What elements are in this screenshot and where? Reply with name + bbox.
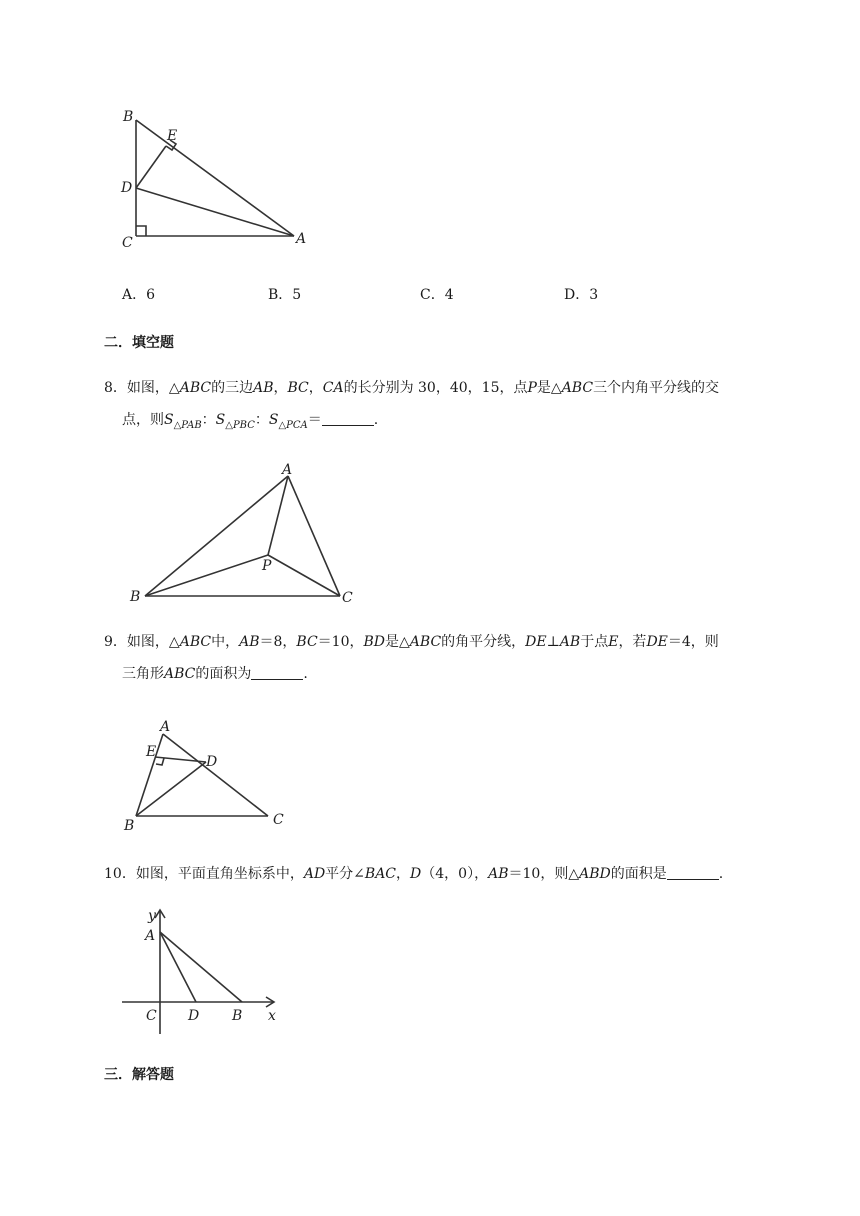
label-d: D [206,754,218,770]
option-d: D．3 [564,287,599,303]
side-ab [145,476,288,596]
section-solve-heading: 三．解答题 [104,1067,174,1083]
question-8: 8．如图，△ABC的三边AB，BC，CA的长分别为 30，40，15，点P是△ABC三个内角平分线的交 点，则$S_{\triangle PAB}$：$S_{\triangle PBC}$：$S_{\triangle PCA}=$ . [104,380,720,431]
segment-ab [160,932,242,1002]
label-b: B [232,1008,243,1024]
answer-blank-q10[interactable] [667,865,719,880]
option-c: C．4 [420,287,454,303]
side-ac [288,476,340,596]
segment-da [136,188,294,236]
label-a: A [145,928,156,944]
label-p: P [262,558,272,574]
label-a: A [296,231,307,247]
label-c: C [146,1008,157,1024]
label-c: C [273,812,284,828]
label-x: x [268,1008,276,1024]
answer-blank-q8[interactable] [322,411,374,426]
answer-blank-q9[interactable] [251,665,303,680]
segment-ad [160,932,196,1002]
segment-de [136,146,166,188]
label-c: C [342,590,353,606]
label-d: D [188,1008,200,1024]
option-a: A．6 [122,287,156,303]
side-ac [163,734,268,816]
figure-q7 [118,104,318,249]
segment-pc [268,555,340,596]
label-a: A [282,462,293,478]
label-b: B [123,109,134,125]
label-a: A [160,719,171,735]
side-ab [136,120,294,236]
question-10: 10．如图，平面直角坐标系中，AD平分∠BAC，D（4，0），AB＝10，则△ABD的面积是 . [104,866,724,882]
segment-pa [268,476,288,555]
section-fill-in-heading: 二．填空题 [104,335,174,351]
segment-bd [136,762,206,816]
segment-pb [145,555,268,596]
label-c: C [122,235,133,251]
right-angle-mark-c [136,226,146,236]
label-b: B [130,589,141,605]
label-b: B [124,818,135,834]
right-angle-mark-e [156,758,164,765]
option-b: B．5 [268,287,302,303]
label-y: y [148,908,156,924]
figure-q10 [118,906,288,1046]
label-d: D [121,180,133,196]
figure-q8 [128,460,368,610]
label-e: E [146,744,157,760]
figure-q9 [118,716,298,836]
label-e: E [167,128,178,144]
question-9: 9．如图，△ABC中，AB＝8，BC＝10，BD是△ABC的角平分线，DE⊥AB于点E，若DE＝4，则 三角形ABC的面积为 . [104,634,719,682]
